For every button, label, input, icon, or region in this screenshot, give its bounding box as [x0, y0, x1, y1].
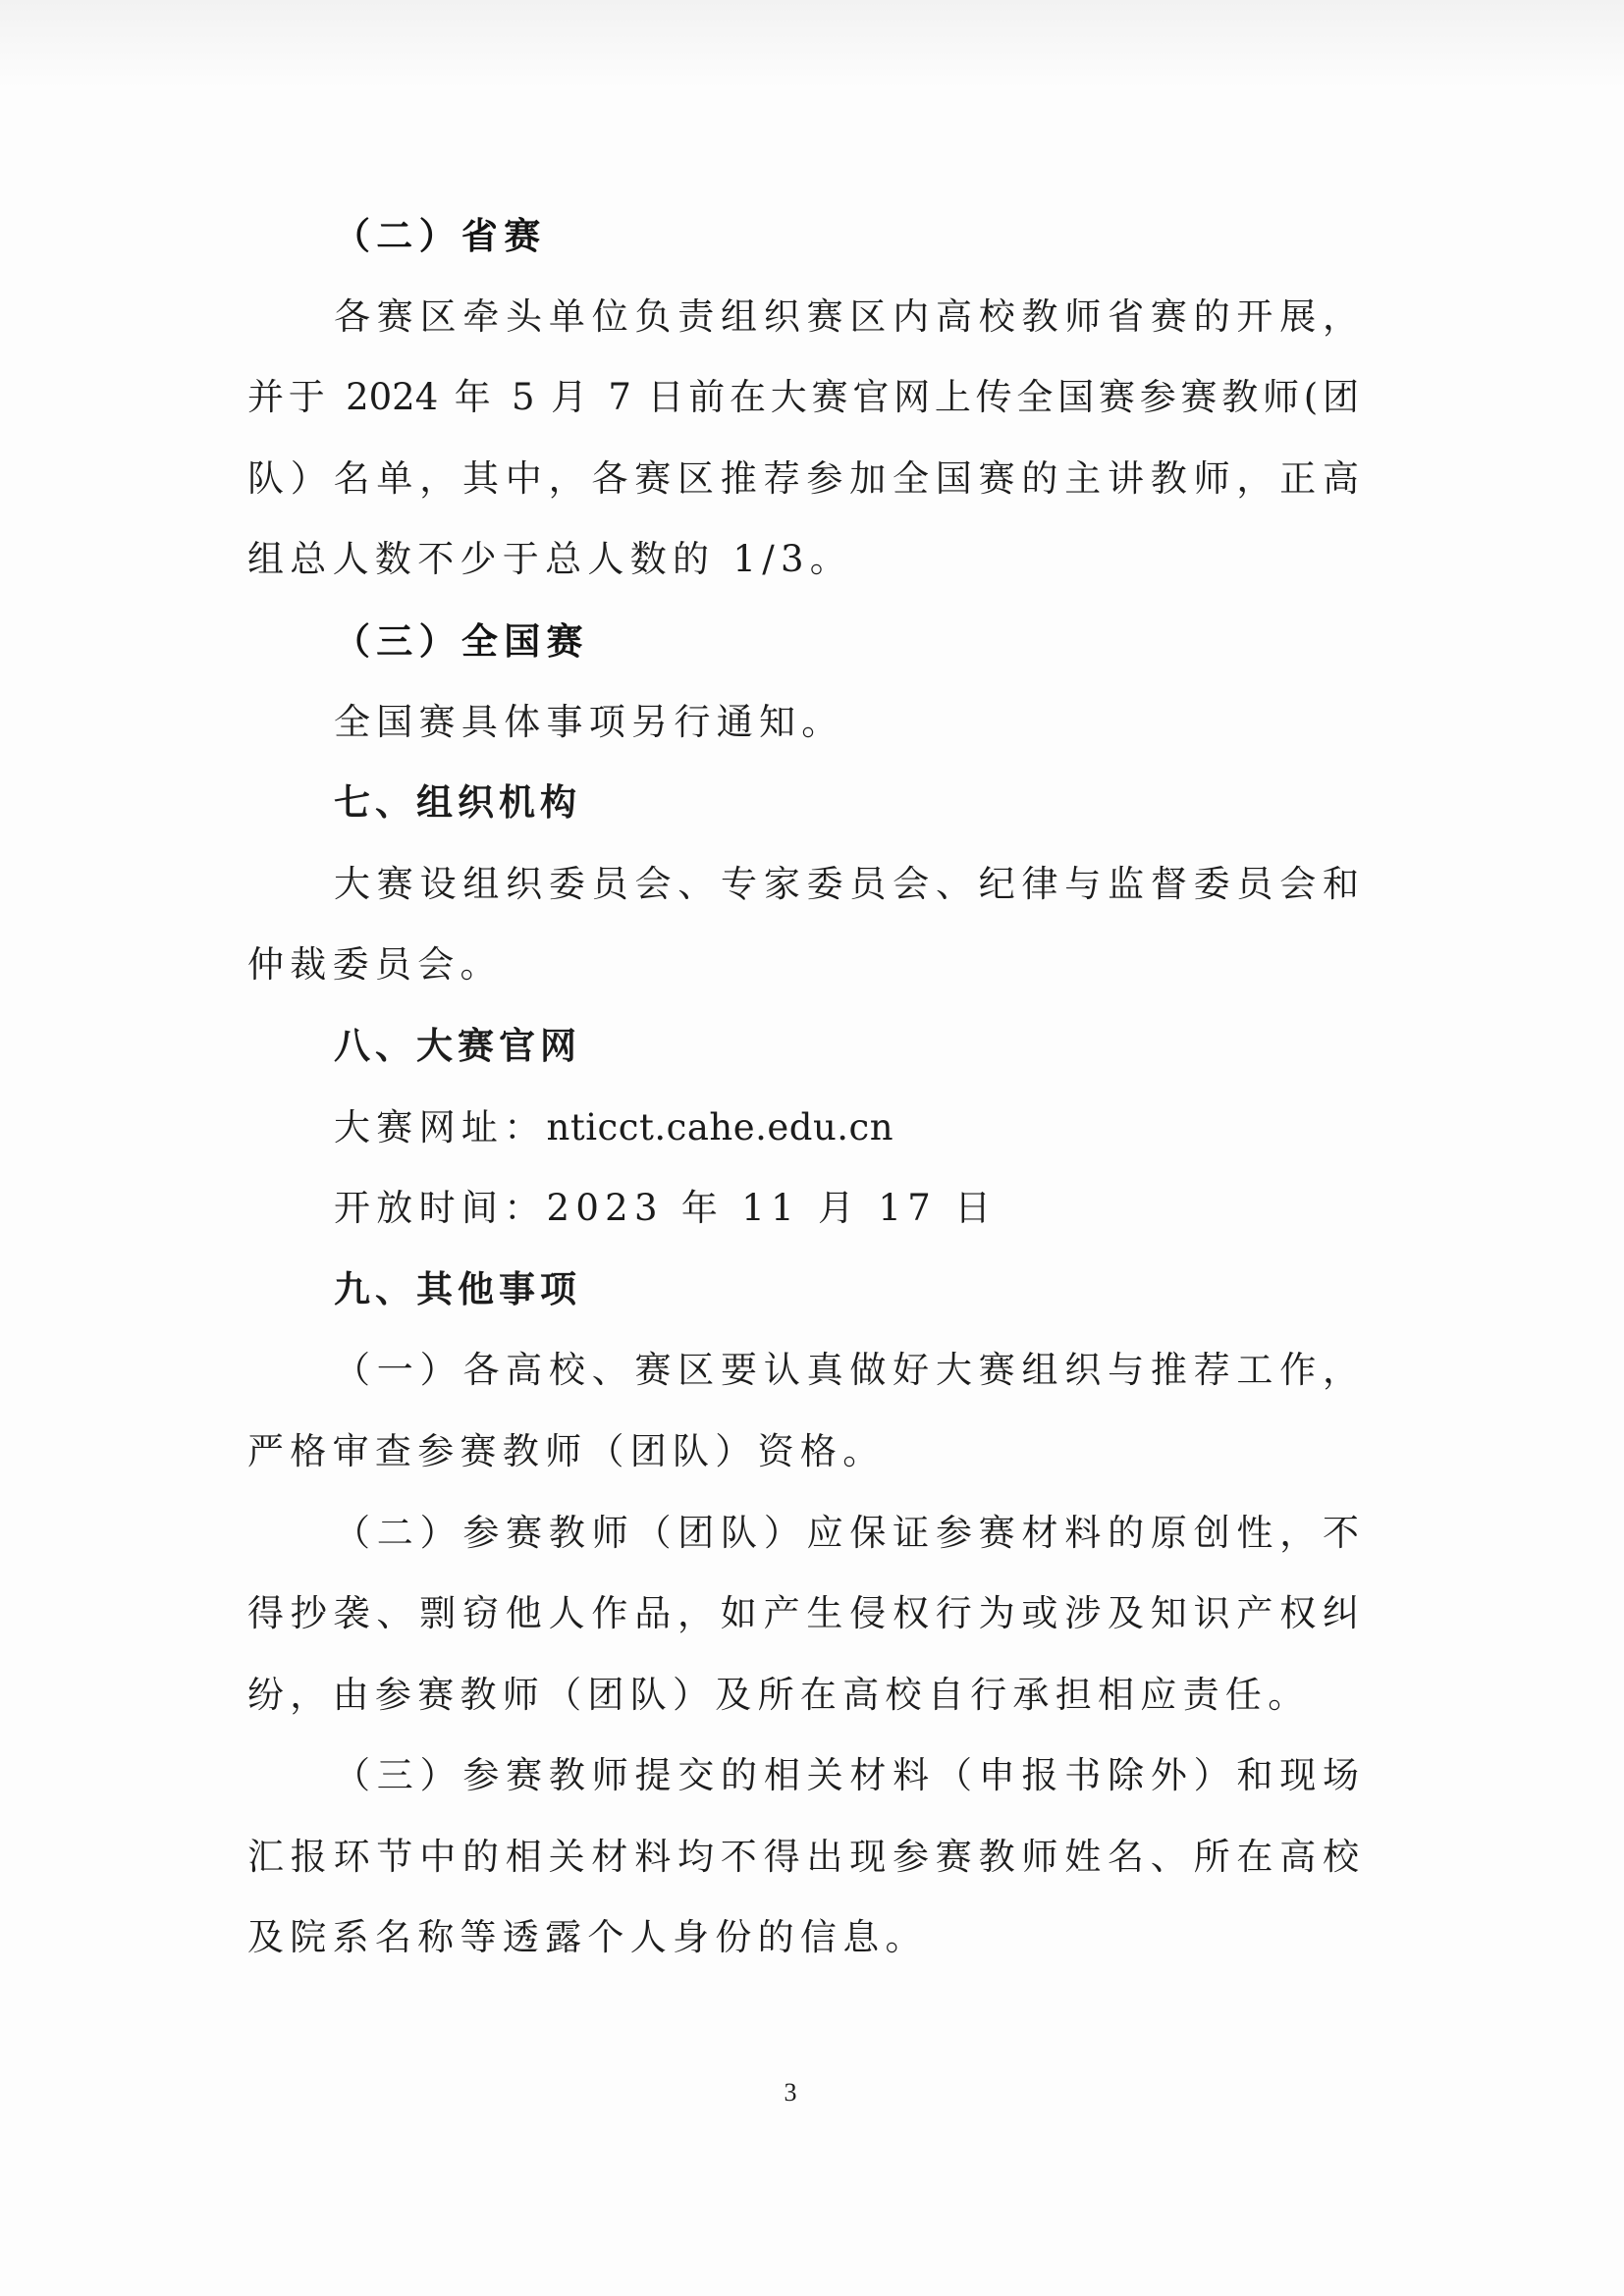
section-heading-website: 八、大赛官网 [334, 1024, 581, 1067]
section-heading-organization: 七、组织机构 [334, 781, 581, 825]
paragraph-line: 组总人数不少于总人数的 1/3。 [247, 538, 853, 581]
paragraph-line: （三）参赛教师提交的相关材料（申报书除外）和现场 [334, 1754, 1359, 1797]
open-time-value: 2023 年 11 月 17 日 [546, 1187, 998, 1230]
open-time-line [247, 1168, 1359, 1250]
paragraph-line: 严格审查参赛教师（团队）资格。 [247, 1429, 886, 1472]
section-heading-provincial: （二）省赛 [334, 214, 547, 257]
website-url: nticct.cahe.edu.cn [546, 1105, 894, 1148]
paragraph-line: 队）名单，其中，各赛区推荐参加全国赛的主讲教师，正高 [247, 456, 1359, 500]
paragraph-line: 全国赛具体事项另行通知。 [334, 700, 844, 743]
open-time-label: 开放时间： [334, 1187, 547, 1230]
website-url-label: 大赛网址： [334, 1105, 547, 1148]
paragraph-line: 得抄袭、剽窃他人作品，如产生侵权行为或涉及知识产权纠 [247, 1592, 1359, 1635]
paragraph-line: 大赛设组织委员会、专家委员会、纪律与监督委员会和 [334, 862, 1359, 905]
paragraph-line: 纷，由参赛教师（团队）及所在高校自行承担相应责任。 [247, 1673, 1311, 1716]
paragraph-line: （一）各高校、赛区要认真做好大赛组织与推荐工作， [334, 1349, 1359, 1392]
paragraph-line: 仲裁委员会。 [247, 943, 503, 987]
website-url-line [247, 1088, 1359, 1169]
page-number: 3 [784, 2078, 797, 2107]
scan-top-shading [0, 0, 1624, 88]
paragraph-line: 各赛区牵头单位负责组织赛区内高校教师省赛的开展， [334, 294, 1359, 338]
paragraph-line: （二）参赛教师（团队）应保证参赛材料的原创性，不 [334, 1511, 1359, 1554]
section-heading-other: 九、其他事项 [334, 1267, 581, 1310]
document-body [247, 195, 1359, 1979]
paragraph-line: 并于 2024 年 5 月 7 日前在大赛官网上传全国赛参赛教师(团 [247, 376, 1359, 419]
paragraph-line: 及院系名称等透露个人身份的信息。 [247, 1916, 928, 1959]
section-heading-national: （三）全国赛 [334, 618, 589, 663]
paragraph-line: 汇报环节中的相关材料均不得出现参赛教师姓名、所在高校 [247, 1835, 1359, 1878]
